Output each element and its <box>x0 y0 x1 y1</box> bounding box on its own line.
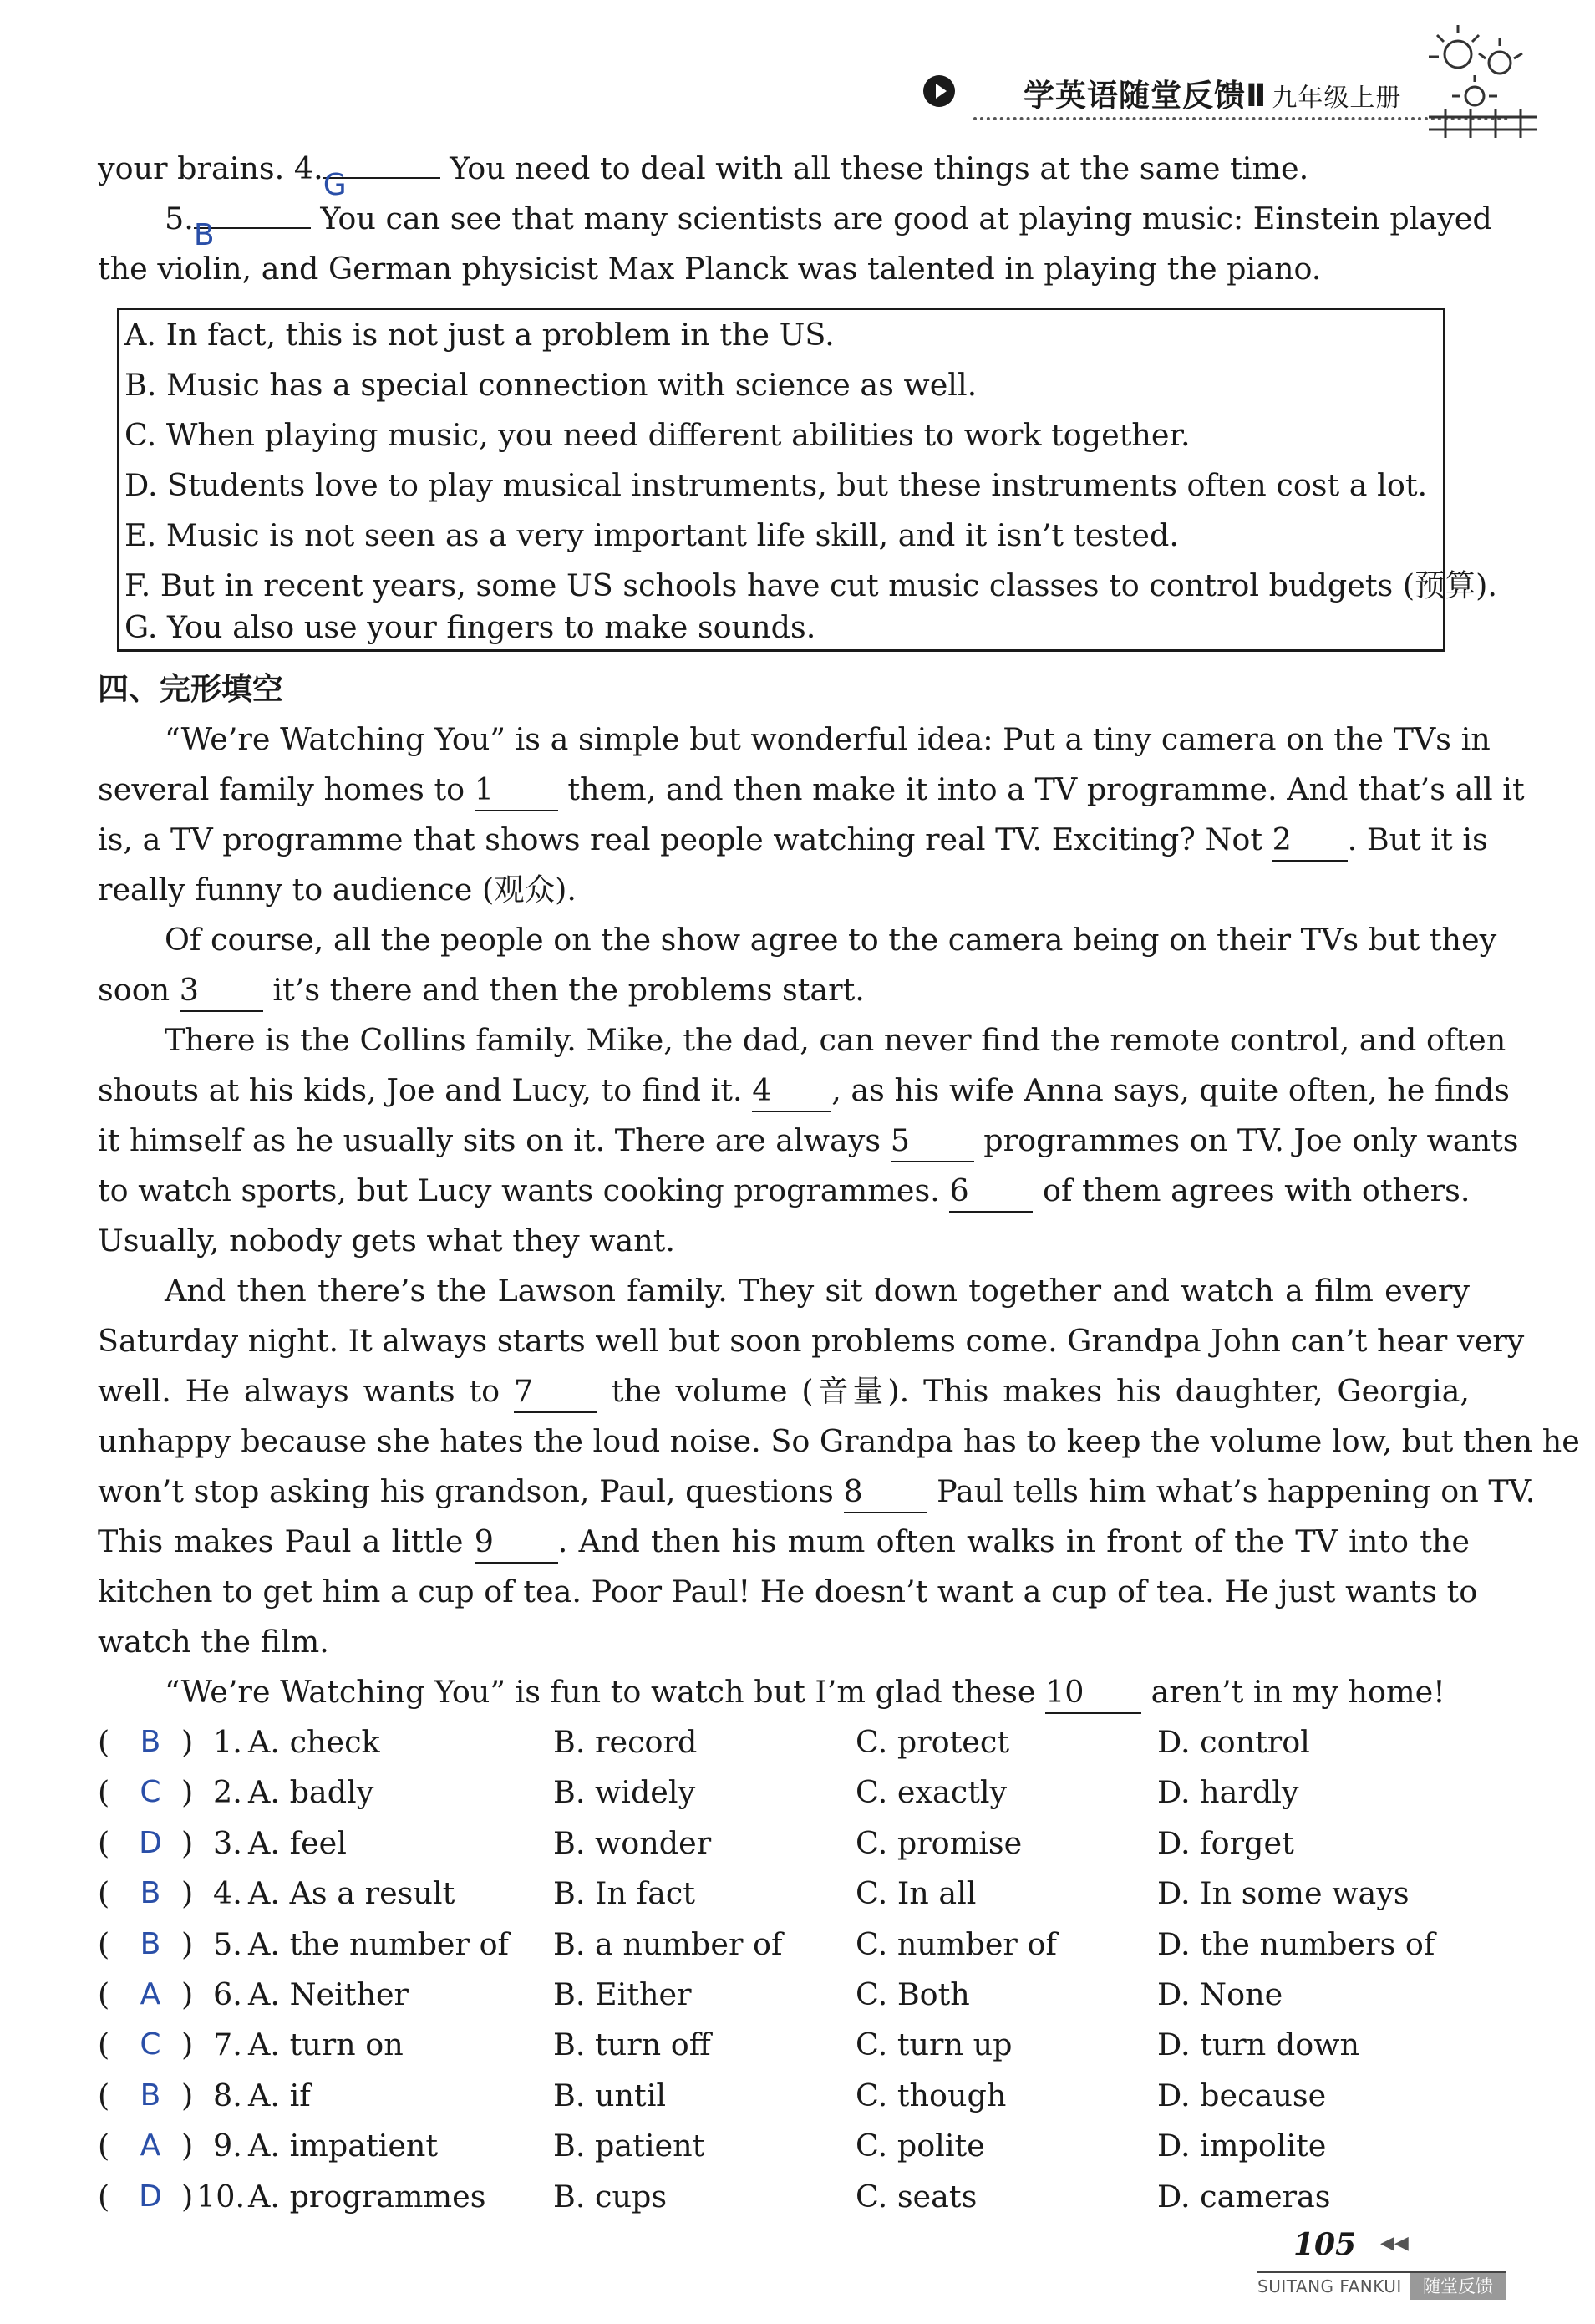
footer-brand <box>1257 2271 1506 2301</box>
passage-line <box>98 1166 1470 1216</box>
answer-paren-open: ( <box>98 1724 110 1760</box>
text-run: the volume (音量). This makes his daughter, Georgia, <box>597 1373 1471 1409</box>
choice-c[interactable]: C. though <box>856 2077 1007 2113</box>
passage-line <box>98 194 1492 252</box>
passage-line <box>98 815 1488 865</box>
answer-paren-close: ) <box>181 1925 194 1962</box>
text-run: them, and then make it into a TV programme. And that’s all it <box>557 771 1525 807</box>
choice-b[interactable]: B. cups <box>553 2178 668 2215</box>
passage-line <box>98 1467 1536 1517</box>
handwritten-answer: G <box>323 168 347 202</box>
footer-badge: 随堂反馈 <box>1410 2273 1506 2300</box>
question-row <box>98 2020 1470 2070</box>
selected-answer[interactable]: B <box>140 1725 161 1759</box>
cloze-blank-7[interactable]: 7 <box>514 1371 597 1413</box>
answer-paren-close: ) <box>181 1875 194 1912</box>
selected-answer[interactable]: B <box>140 1876 161 1911</box>
header-title-text: 学英语随堂反馈Ⅱ <box>1024 78 1267 114</box>
question-number: 6. <box>213 1976 242 2012</box>
question-number: 8. <box>213 2077 242 2113</box>
answer-paren-open: ( <box>98 1875 110 1912</box>
question-number: 5. <box>213 1925 242 1962</box>
selected-answer[interactable]: B <box>140 2077 161 2113</box>
answer-paren-close: ) <box>181 2077 194 2113</box>
choice-c[interactable]: C. exactly <box>856 1774 1008 1811</box>
passage-line <box>98 1517 1470 1567</box>
option-f: F. But in recent years, some US schools have cut music classes to control budgets (预算). <box>124 567 1497 603</box>
question-number: 9. <box>213 2128 242 2164</box>
answer-paren-open: ( <box>98 1824 110 1861</box>
header-title <box>1024 70 1401 115</box>
passage-line <box>98 144 1470 202</box>
section-title: 四、完形填空 <box>98 671 283 707</box>
passage-line <box>98 765 1525 815</box>
passage-line: unhappy because she hates the loud noise. So Grandpa has to keep the volume low, but then he <box>98 1423 1580 1459</box>
choice-a[interactable]: A. As a result <box>248 1875 455 1912</box>
choice-c[interactable]: C. protect <box>856 1724 1009 1760</box>
text-run: , as his wife Anna says, quite often, he finds <box>831 1072 1510 1108</box>
passage-line: watch the film. <box>98 1624 329 1660</box>
choice-a[interactable]: A. feel <box>248 1824 347 1861</box>
cloze-blank-4[interactable]: 4 <box>752 1070 831 1112</box>
cloze-blank-3[interactable]: 3 <box>180 970 263 1012</box>
choice-c[interactable]: C. promise <box>856 1824 1023 1861</box>
choice-c[interactable]: C. seats <box>856 2178 978 2215</box>
passage-line: There is the Collins family. Mike, the dad, can never find the remote control, and often <box>165 1022 1506 1058</box>
passage-line: really funny to audience (观众). <box>98 872 577 908</box>
option-b: B. Music has a special connection with science as well. <box>124 367 978 403</box>
choice-d[interactable]: D. control <box>1157 1724 1310 1760</box>
question-row <box>98 2121 1470 2171</box>
text-run: to watch sports, but Lucy wants cooking programmes. <box>98 1172 950 1208</box>
passage-line <box>98 1065 1510 1116</box>
text-run: You need to deal with all these things at the same time. <box>439 150 1309 186</box>
option-a: A. In fact, this is not just a problem in the US. <box>124 317 835 353</box>
text-run: won’t stop asking his grandson, Paul, questions <box>98 1473 844 1509</box>
text-run: . And then his mum often walks in front of the TV into the <box>557 1523 1471 1559</box>
choice-a[interactable]: A. programmes <box>248 2178 486 2215</box>
cloze-blank-1[interactable]: 1 <box>475 770 558 811</box>
choice-a[interactable]: A. check <box>248 1724 380 1760</box>
question-number: 4. <box>213 1875 242 1912</box>
question-number: 5. <box>165 201 194 236</box>
text-run: your brains. <box>98 150 294 186</box>
page-number: 105 <box>1293 2227 1357 2262</box>
text-run: You can see that many scientists are good at playing music: Einstein played <box>310 201 1492 236</box>
question-row <box>98 1970 1470 2020</box>
question-number: 4. <box>293 150 323 186</box>
text-run: soon <box>98 972 180 1008</box>
question-row <box>98 1920 1470 1970</box>
text-run: aren’t in my home! <box>1141 1674 1445 1710</box>
choice-d[interactable]: D. forget <box>1157 1824 1294 1861</box>
choice-b[interactable]: B. patient <box>553 2128 705 2164</box>
handwritten-answer: B <box>193 218 215 252</box>
question-row <box>98 1869 1470 1919</box>
question-number: 10. <box>196 2178 246 2215</box>
play-icon <box>923 75 955 107</box>
selected-answer[interactable]: C <box>140 1775 161 1810</box>
choice-b[interactable]: B. record <box>553 1724 698 1760</box>
text-run: it himself as he usually sits on it. There are always <box>98 1122 891 1158</box>
answer-paren-open: ( <box>98 2027 110 2063</box>
text-run: Paul tells him what’s happening on TV. <box>927 1473 1536 1509</box>
choice-a[interactable]: A. impatient <box>248 2128 439 2164</box>
choice-a[interactable]: A. Neither <box>248 1976 409 2012</box>
choice-d[interactable]: D. None <box>1157 1976 1283 2012</box>
options-box <box>117 308 1497 652</box>
text-run: it’s there and then the problems start. <box>262 972 865 1008</box>
cloze-blank-8[interactable]: 8 <box>844 1472 927 1513</box>
text-run: is, a TV programme that shows real people watching real TV. Exciting? Not <box>98 821 1272 857</box>
text-run: This makes Paul a little <box>98 1523 475 1559</box>
answer-paren-close: ) <box>181 1724 194 1760</box>
text-run: of them agrees with others. <box>1033 1172 1471 1208</box>
passage-line <box>98 1667 1470 1717</box>
answer-blank-4[interactable] <box>323 168 440 202</box>
choice-d[interactable]: D. turn down <box>1157 2027 1359 2063</box>
page-arrows-icon: ◀◀ <box>1380 2233 1409 2254</box>
question-number: 7. <box>213 2027 242 2063</box>
choice-d[interactable]: D. In some ways <box>1157 1875 1410 1912</box>
passage-line: kitchen to get him a cup of tea. Poor Paul! He doesn’t want a cup of tea. He just wants to <box>98 1574 1478 1610</box>
question-number: 2. <box>213 1774 242 1811</box>
cloze-blank-2[interactable]: 2 <box>1272 820 1348 862</box>
passage-line: the violin, and German physicist Max Planck was talented in playing the piano. <box>98 251 1322 287</box>
cloze-blank-6[interactable]: 6 <box>949 1171 1033 1213</box>
answer-paren-open: ( <box>98 1976 110 2012</box>
question-row <box>98 2071 1470 2121</box>
choice-b[interactable]: B. widely <box>553 1774 696 1811</box>
cloze-blank-5[interactable]: 5 <box>891 1121 974 1162</box>
option-d: D. Students love to play musical instruments, but these instruments often cost a lot. <box>124 467 1428 503</box>
answer-paren-close: ) <box>181 2128 194 2164</box>
option-c: C. When playing music, you need different abilities to work together. <box>124 417 1191 453</box>
choice-c[interactable]: C. number of <box>856 1925 1057 1962</box>
answer-paren-open: ( <box>98 1925 110 1962</box>
text-run: well. He always wants to <box>98 1373 514 1409</box>
choice-d[interactable]: D. cameras <box>1157 2178 1331 2215</box>
answer-paren-close: ) <box>181 1976 194 2012</box>
selected-answer[interactable]: C <box>140 2027 161 2062</box>
option-e: E. Music is not seen as a very important life skill, and it isn’t tested. <box>124 517 1179 553</box>
answer-paren-close: ) <box>181 1774 194 1811</box>
selected-answer[interactable]: D <box>139 1825 162 1860</box>
answer-paren-open: ( <box>98 1774 110 1811</box>
answer-paren-close: ) <box>181 2178 194 2215</box>
passage-line <box>98 965 1470 1015</box>
footer-brand-en: SUITANG FANKUI <box>1257 2276 1402 2296</box>
question-row <box>98 2172 1470 2222</box>
text-run: several family homes to <box>98 771 475 807</box>
answer-paren-close: ) <box>181 1824 194 1861</box>
selected-answer[interactable]: B <box>140 1926 161 1961</box>
choice-a[interactable]: A. turn on <box>248 2027 404 2063</box>
option-g: G. You also use your fingers to make sounds. <box>124 609 816 645</box>
text-run: . But it is <box>1347 821 1488 857</box>
question-row <box>98 1767 1470 1818</box>
selected-answer[interactable]: D <box>139 2179 162 2214</box>
choice-b[interactable]: B. turn off <box>553 2027 711 2063</box>
header-subtitle: 九年级上册 <box>1272 84 1402 113</box>
choice-b[interactable]: B. wonder <box>553 1824 712 1861</box>
answer-paren-open: ( <box>98 2128 110 2164</box>
question-number: 1. <box>213 1724 242 1760</box>
question-row <box>98 1717 1470 1767</box>
choice-d[interactable]: D. the numbers of <box>1157 1925 1435 1962</box>
answer-paren-open: ( <box>98 2178 110 2215</box>
choice-b[interactable]: B. until <box>553 2077 667 2113</box>
choice-c[interactable]: C. In all <box>856 1875 977 1912</box>
choice-a[interactable]: A. if <box>248 2077 311 2113</box>
choice-c[interactable]: C. turn up <box>856 2027 1013 2063</box>
choice-b[interactable]: B. a number of <box>553 1925 783 1962</box>
passage-line: Of course, all the people on the show agree to the camera being on their TVs but they <box>165 922 1497 958</box>
text-run: “We’re Watching You” is fun to watch but I’m glad these <box>165 1674 1046 1710</box>
choice-d[interactable]: D. hardly <box>1157 1774 1299 1811</box>
passage-line <box>98 1366 1470 1416</box>
passage-line <box>98 1116 1519 1166</box>
choice-c[interactable]: C. polite <box>856 2128 985 2164</box>
answer-blank-5[interactable] <box>193 218 311 252</box>
passage-line: And then there’s the Lawson family. They sit down together and watch a film every <box>165 1273 1470 1309</box>
choice-b[interactable]: B. Either <box>553 1976 692 2012</box>
cloze-blank-10[interactable]: 10 <box>1045 1672 1141 1714</box>
choice-c[interactable]: C. Both <box>856 1976 970 2012</box>
text-run: programmes on TV. Joe only wants <box>973 1122 1519 1158</box>
cloze-blank-9[interactable]: 9 <box>475 1522 558 1564</box>
choice-b[interactable]: B. In fact <box>553 1875 695 1912</box>
sunflower-decoration-icon <box>1420 17 1546 142</box>
question-number: 3. <box>213 1824 242 1861</box>
passage-line: “We’re Watching You” is a simple but wonderful idea: Put a tiny camera on the TVs in <box>165 721 1491 757</box>
choice-a[interactable]: A. the number of <box>248 1925 510 1962</box>
choice-d[interactable]: D. impolite <box>1157 2128 1327 2164</box>
question-row <box>98 1818 1470 1869</box>
answer-paren-close: ) <box>181 2027 194 2063</box>
passage-line: Saturday night. It always starts well but soon problems come. Grandpa John can’t hear very <box>98 1323 1525 1359</box>
answer-paren-open: ( <box>98 2077 110 2113</box>
choice-d[interactable]: D. because <box>1157 2077 1327 2113</box>
selected-answer[interactable]: A <box>140 1977 161 2011</box>
choice-a[interactable]: A. badly <box>248 1774 374 1811</box>
selected-answer[interactable]: A <box>140 2128 161 2164</box>
text-run: shouts at his kids, Joe and Lucy, to find it. <box>98 1072 753 1108</box>
passage-line: Usually, nobody gets what they want. <box>98 1223 676 1259</box>
